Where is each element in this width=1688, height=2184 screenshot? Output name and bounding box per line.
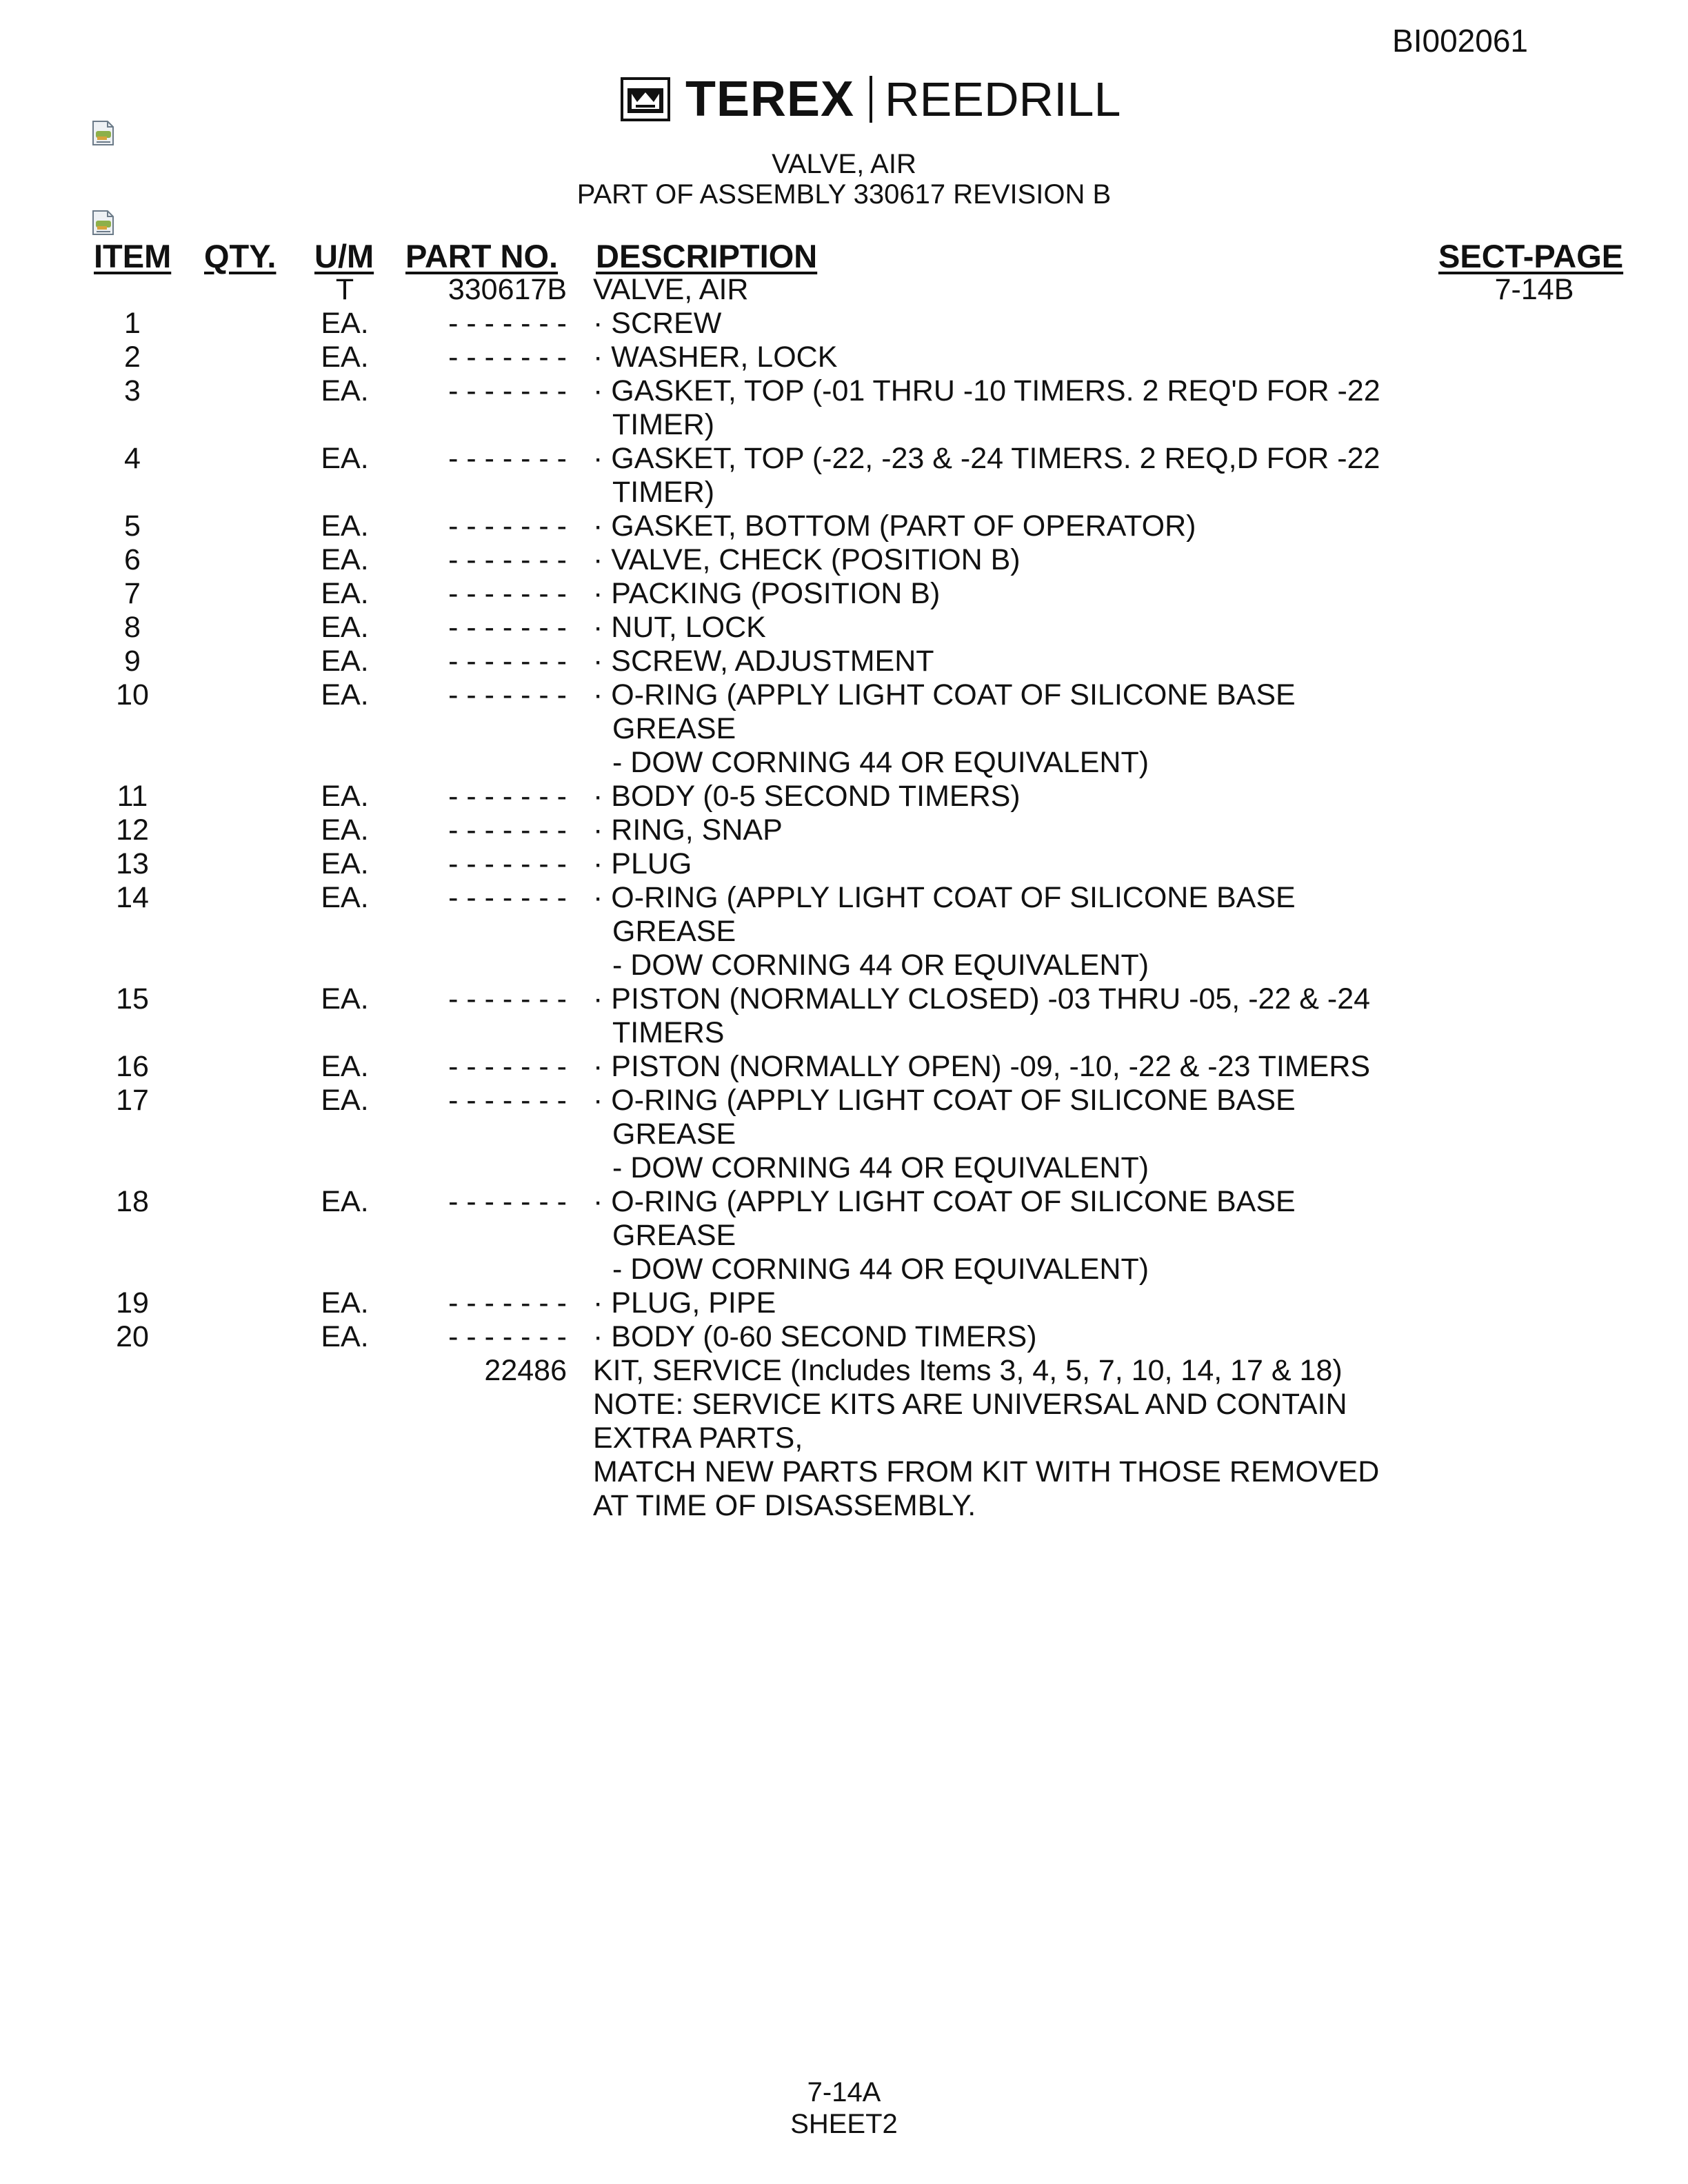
column-header-sect-page: SECT-PAGE xyxy=(1438,238,1624,274)
description-line: · PLUG xyxy=(593,847,692,880)
description-cell xyxy=(593,374,1380,442)
table-row xyxy=(0,509,1688,543)
table-row xyxy=(0,847,1688,881)
description-cell xyxy=(593,442,1380,509)
page-number: 7-14A xyxy=(807,2077,881,2107)
logo-divider xyxy=(870,76,872,123)
description-cell xyxy=(593,1185,1296,1286)
description-cell xyxy=(593,307,721,341)
logo-brand-terex: TEREX xyxy=(685,72,855,127)
table-row xyxy=(0,273,1688,307)
um-cell: EA. xyxy=(321,678,369,711)
description-cell xyxy=(593,543,1021,577)
document-title: VALVE, AIR xyxy=(772,149,916,179)
item-cell: 15 xyxy=(116,982,149,1015)
description-line: - DOW CORNING 44 OR EQUIVALENT) xyxy=(612,1253,1149,1286)
description-cell xyxy=(593,611,766,645)
description-line: · SCREW xyxy=(593,307,722,340)
um-cell: EA. xyxy=(321,341,369,374)
um-cell: EA. xyxy=(321,543,369,576)
um-cell: EA. xyxy=(321,1185,369,1218)
um-cell: EA. xyxy=(321,611,369,644)
description-cell xyxy=(593,813,783,847)
terex-crown-icon xyxy=(621,77,670,121)
description-line: · O-RING (APPLY LIGHT COAT OF SILICONE BASE xyxy=(593,881,1296,914)
item-cell: 7 xyxy=(124,577,141,610)
description-line: - DOW CORNING 44 OR EQUIVALENT) xyxy=(612,746,1149,779)
um-cell: EA. xyxy=(321,442,369,475)
description-line: TIMERS xyxy=(612,1016,725,1049)
table-row xyxy=(0,577,1688,611)
um-cell: EA. xyxy=(321,1286,369,1320)
table-row xyxy=(0,813,1688,847)
sheet-number: SHEET2 xyxy=(790,2109,898,2139)
item-cell: 6 xyxy=(124,543,141,576)
part-number-cell: - - - - - - - xyxy=(448,847,567,880)
description-cell xyxy=(593,881,1296,982)
part-number-cell: - - - - - - - xyxy=(448,1286,567,1320)
part-number-cell: - - - - - - - xyxy=(448,1084,567,1117)
description-cell xyxy=(593,1354,1379,1523)
description-line: · GASKET, BOTTOM (PART OF OPERATOR) xyxy=(593,509,1196,543)
item-cell: 12 xyxy=(116,813,149,847)
description-line: · PLUG, PIPE xyxy=(593,1286,776,1320)
item-cell: 1 xyxy=(124,307,141,340)
item-cell: 20 xyxy=(116,1320,149,1353)
table-row xyxy=(0,341,1688,374)
logo-brand-reedrill: REEDRILL xyxy=(885,72,1121,126)
um-cell: EA. xyxy=(321,1050,369,1083)
column-header-qty: QTY. xyxy=(204,238,277,274)
description-line: EXTRA PARTS, xyxy=(593,1422,803,1455)
sect-page-cell: 7-14B xyxy=(1494,273,1574,306)
part-number-cell: - - - - - - - xyxy=(448,509,567,543)
part-number-cell: - - - - - - - xyxy=(448,982,567,1015)
um-cell: EA. xyxy=(321,780,369,813)
part-number-cell: - - - - - - - xyxy=(448,780,567,813)
um-cell: EA. xyxy=(321,1084,369,1117)
um-cell: T xyxy=(335,273,354,306)
description-cell xyxy=(593,1050,1370,1084)
description-line: NOTE: SERVICE KITS ARE UNIVERSAL AND CONTAIN xyxy=(593,1388,1347,1421)
table-row xyxy=(0,307,1688,341)
description-line: · O-RING (APPLY LIGHT COAT OF SILICONE BASE xyxy=(593,1084,1296,1117)
part-number-cell: - - - - - - - xyxy=(448,1320,567,1353)
description-line: · PISTON (NORMALLY CLOSED) -03 THRU -05, -22 & -24 xyxy=(593,982,1371,1015)
um-cell: EA. xyxy=(321,813,369,847)
part-number-cell: - - - - - - - xyxy=(448,442,567,475)
um-cell: EA. xyxy=(321,577,369,610)
part-number-cell: - - - - - - - xyxy=(448,813,567,847)
description-cell xyxy=(593,645,934,678)
table-row xyxy=(0,1050,1688,1084)
description-line: TIMER) xyxy=(612,408,715,441)
table-row xyxy=(0,881,1688,982)
um-cell: EA. xyxy=(321,881,369,914)
description-cell xyxy=(593,1286,776,1320)
description-line: · O-RING (APPLY LIGHT COAT OF SILICONE BASE xyxy=(593,1185,1296,1218)
description-line: - DOW CORNING 44 OR EQUIVALENT) xyxy=(612,1151,1149,1184)
table-row xyxy=(0,1286,1688,1320)
item-cell: 11 xyxy=(117,780,148,813)
description-line: · RING, SNAP xyxy=(593,813,783,847)
item-cell: 14 xyxy=(116,881,149,914)
part-number-cell: - - - - - - - xyxy=(448,341,567,374)
column-header-description: DESCRIPTION xyxy=(596,238,818,274)
description-cell xyxy=(593,509,1196,543)
um-cell: EA. xyxy=(321,1320,369,1353)
table-row xyxy=(0,374,1688,442)
item-cell: 10 xyxy=(116,678,149,711)
table-row xyxy=(0,1084,1688,1185)
description-line: · O-RING (APPLY LIGHT COAT OF SILICONE BASE xyxy=(593,678,1296,711)
document-icon[interactable] xyxy=(91,120,116,146)
part-number-cell: - - - - - - - xyxy=(448,307,567,340)
description-cell xyxy=(593,678,1296,780)
page-footer xyxy=(0,2076,1688,2140)
item-cell: 3 xyxy=(124,374,141,407)
part-number-cell: 22486 xyxy=(484,1354,567,1387)
column-header-item: ITEM xyxy=(94,238,172,274)
part-number-cell: - - - - - - - xyxy=(448,577,567,610)
table-row xyxy=(0,678,1688,780)
description-line: MATCH NEW PARTS FROM KIT WITH THOSE REMOVED xyxy=(593,1455,1380,1488)
description-line: · VALVE, CHECK (POSITION B) xyxy=(593,543,1021,576)
description-line: GREASE xyxy=(612,1219,736,1252)
table-row xyxy=(0,982,1688,1050)
parts-table-body xyxy=(0,273,1688,1523)
description-cell xyxy=(593,341,837,374)
um-cell: EA. xyxy=(321,307,369,340)
item-cell: 13 xyxy=(116,847,149,880)
item-cell: 16 xyxy=(116,1050,149,1083)
company-logo xyxy=(621,72,1121,127)
description-cell xyxy=(593,577,940,611)
table-row xyxy=(0,645,1688,678)
description-line: · PISTON (NORMALLY OPEN) -09, -10, -22 & -23 TIMERS xyxy=(593,1050,1371,1083)
item-cell: 4 xyxy=(124,442,141,475)
document-title-block xyxy=(0,149,1688,210)
description-line: GREASE xyxy=(612,712,736,745)
description-cell xyxy=(593,1320,1037,1354)
item-cell: 19 xyxy=(116,1286,149,1320)
item-cell: 5 xyxy=(124,509,141,543)
description-line: · NUT, LOCK xyxy=(593,611,766,644)
part-number-cell: - - - - - - - xyxy=(448,678,567,711)
part-number-cell: - - - - - - - xyxy=(448,1185,567,1218)
item-cell: 17 xyxy=(116,1084,149,1117)
part-number-cell: - - - - - - - xyxy=(448,374,567,407)
um-cell: EA. xyxy=(321,509,369,543)
description-line: AT TIME OF DISASSEMBLY. xyxy=(593,1489,976,1522)
description-line: · BODY (0-5 SECOND TIMERS) xyxy=(593,780,1021,813)
column-header-part-no: PART NO. xyxy=(405,238,559,274)
description-line: · WASHER, LOCK xyxy=(593,341,838,374)
description-line: GREASE xyxy=(612,915,736,948)
part-number-cell: - - - - - - - xyxy=(448,645,567,678)
description-line: · PACKING (POSITION B) xyxy=(593,577,941,610)
description-line: · GASKET, TOP (-22, -23 & -24 TIMERS. 2 REQ,D FOR -22 xyxy=(593,442,1380,475)
part-number-cell: - - - - - - - xyxy=(448,611,567,644)
column-header-um: U/M xyxy=(314,238,374,274)
table-row xyxy=(0,442,1688,509)
item-cell: 8 xyxy=(124,611,141,644)
table-row xyxy=(0,1320,1688,1354)
description-line: - DOW CORNING 44 OR EQUIVALENT) xyxy=(612,949,1149,982)
description-line: KIT, SERVICE (Includes Items 3, 4, 5, 7, 10, 14, 17 & 18) xyxy=(593,1354,1343,1387)
description-line: GREASE xyxy=(612,1118,736,1151)
part-number-cell: 330617B xyxy=(448,273,567,306)
description-line: · BODY (0-60 SECOND TIMERS) xyxy=(593,1320,1037,1353)
um-cell: EA. xyxy=(321,645,369,678)
document-icon[interactable] xyxy=(91,210,116,236)
part-number-cell: - - - - - - - xyxy=(448,881,567,914)
um-cell: EA. xyxy=(321,847,369,880)
table-row xyxy=(0,611,1688,645)
description-cell xyxy=(593,273,748,307)
description-line: · SCREW, ADJUSTMENT xyxy=(593,645,934,678)
document-subtitle: PART OF ASSEMBLY 330617 REVISION B xyxy=(576,179,1112,210)
description-cell xyxy=(593,780,1021,813)
table-row xyxy=(0,1354,1688,1523)
table-row xyxy=(0,543,1688,577)
description-line: TIMER) xyxy=(612,476,715,509)
part-number-cell: - - - - - - - xyxy=(448,1050,567,1083)
table-row xyxy=(0,780,1688,813)
description-cell xyxy=(593,847,692,881)
description-cell xyxy=(593,1084,1296,1185)
item-cell: 9 xyxy=(124,645,141,678)
table-row xyxy=(0,1185,1688,1286)
um-cell: EA. xyxy=(321,374,369,407)
description-cell xyxy=(593,982,1370,1050)
description-line: VALVE, AIR xyxy=(593,273,749,306)
um-cell: EA. xyxy=(321,982,369,1015)
item-cell: 18 xyxy=(116,1185,149,1218)
document-id: BI002061 xyxy=(1392,23,1528,59)
description-line: · GASKET, TOP (-01 THRU -10 TIMERS. 2 REQ'D FOR -22 xyxy=(593,374,1380,407)
item-cell: 2 xyxy=(124,341,141,374)
part-number-cell: - - - - - - - xyxy=(448,543,567,576)
